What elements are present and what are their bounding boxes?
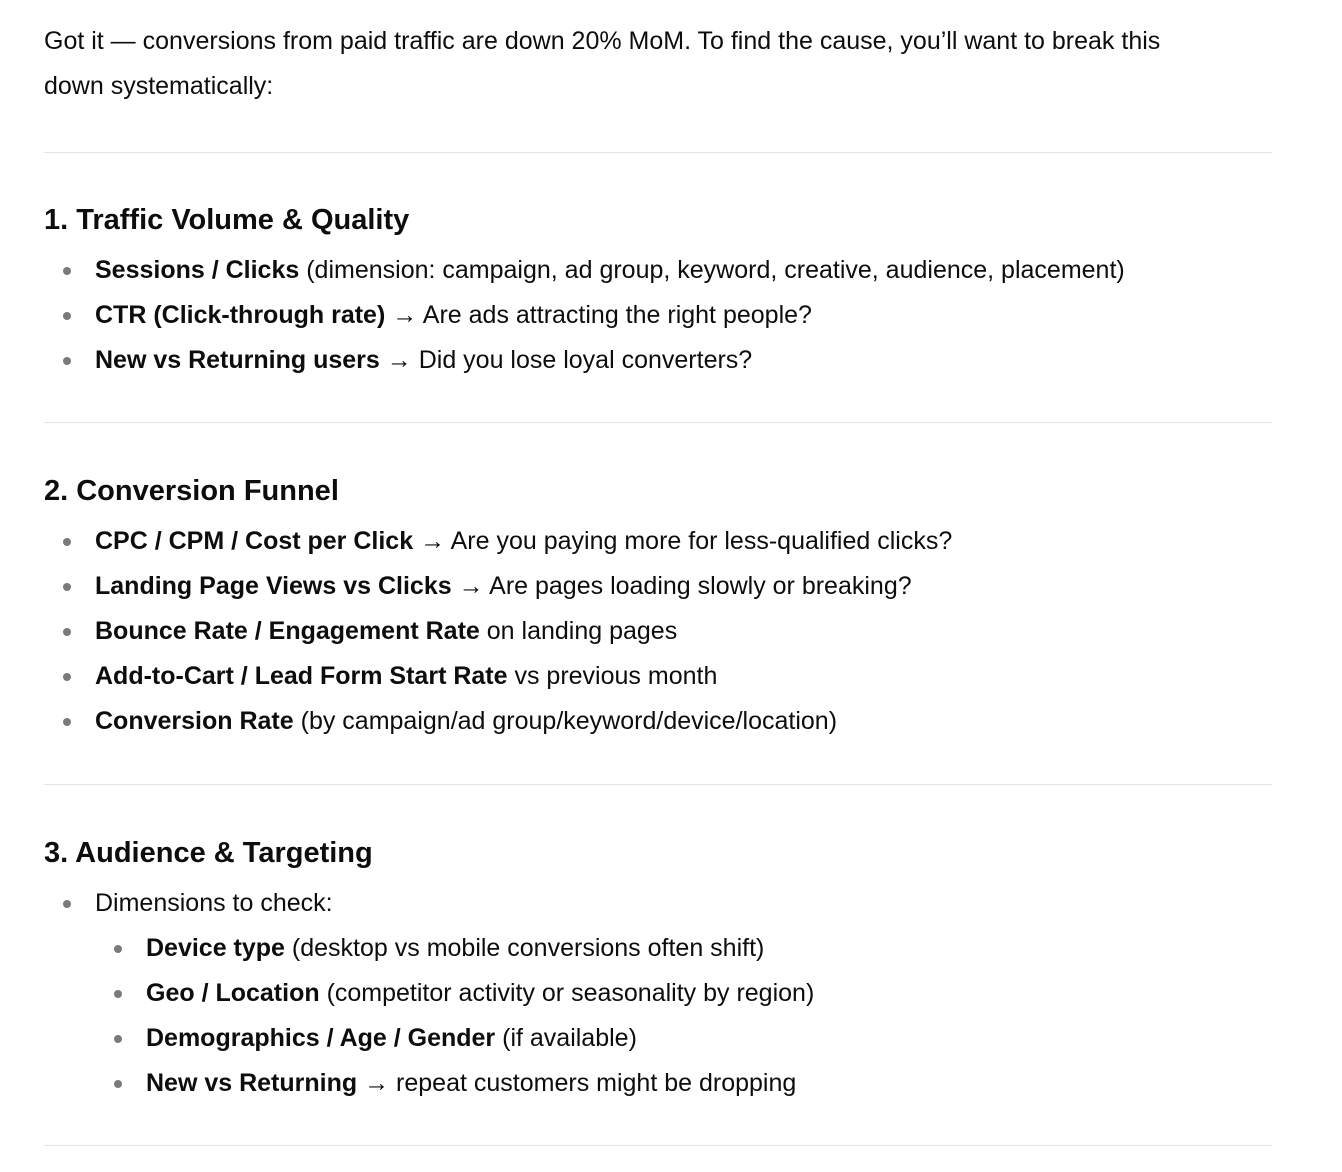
list-item bbox=[44, 609, 1272, 654]
item-detail: vs previous month bbox=[507, 661, 718, 690]
section-traffic-volume bbox=[44, 200, 1272, 382]
item-term: CTR (Click-through rate) bbox=[95, 300, 386, 329]
item-detail: (desktop vs mobile conversions often shift) bbox=[284, 934, 765, 963]
nested-list-item bbox=[95, 1061, 1272, 1106]
intro-line-2: down systematically: bbox=[44, 72, 274, 100]
item-detail: → Did you lose loyal converters? bbox=[379, 345, 753, 374]
intro-line-1: Got it — conversions from paid traffic are down 20% MoM. To find the cause, you’ll want to break this bbox=[44, 27, 1161, 55]
item-term: Geo / Location bbox=[146, 978, 320, 1007]
section-title: 2. Conversion Funnel bbox=[44, 475, 339, 508]
bullet-list bbox=[44, 881, 1272, 926]
section-divider bbox=[44, 784, 1272, 785]
item-term: New vs Returning users bbox=[95, 345, 380, 374]
section-divider bbox=[44, 1145, 1272, 1146]
item-detail: (dimension: campaign, ad group, keyword, creative, audience, placement) bbox=[299, 256, 1125, 284]
item-term: Bounce Rate / Engagement Rate bbox=[95, 616, 480, 645]
item-term: CPC / CPM / Cost per Click bbox=[95, 527, 414, 556]
section-title: 1. Traffic Volume & Quality bbox=[44, 204, 410, 236]
item-detail: (by campaign/ad group/keyword/device/location) bbox=[293, 706, 838, 735]
item-detail: (if available) bbox=[495, 1023, 637, 1052]
list-item bbox=[44, 564, 1272, 609]
item-term: Sessions / Clicks bbox=[95, 256, 300, 284]
list-item bbox=[44, 248, 1272, 293]
section-divider bbox=[44, 152, 1272, 153]
item-detail: → repeat customers might be dropping bbox=[357, 1068, 797, 1097]
list-item bbox=[44, 654, 1272, 699]
intro-paragraph bbox=[44, 19, 1272, 109]
chat-message bbox=[44, 0, 1272, 1146]
section-conversion-funnel bbox=[44, 471, 1272, 743]
section-divider bbox=[44, 422, 1272, 423]
list-item bbox=[44, 881, 1272, 926]
item-term: Conversion Rate bbox=[95, 706, 294, 735]
item-detail: → Are you paying more for less-qualified clicks? bbox=[413, 527, 953, 556]
nested-list-item bbox=[95, 926, 1272, 971]
list-item bbox=[44, 519, 1272, 564]
bullet-list bbox=[44, 248, 1272, 382]
item-detail: (competitor activity or seasonality by region) bbox=[319, 978, 815, 1007]
item-term: Add-to-Cart / Lead Form Start Rate bbox=[95, 661, 508, 690]
item-lead: Dimensions to check: bbox=[95, 889, 333, 918]
list-item bbox=[44, 699, 1272, 744]
list-item bbox=[44, 293, 1272, 338]
section-audience-targeting bbox=[44, 833, 1272, 1105]
item-detail: → Are pages loading slowly or breaking? bbox=[451, 572, 912, 601]
nested-list-item bbox=[95, 971, 1272, 1016]
item-detail: → Are ads attracting the right people? bbox=[385, 300, 812, 329]
item-term: New vs Returning bbox=[146, 1068, 358, 1097]
item-term: Landing Page Views vs Clicks bbox=[95, 572, 452, 601]
nested-list-item bbox=[95, 1016, 1272, 1061]
item-term: Device type bbox=[146, 934, 285, 963]
item-term: Demographics / Age / Gender bbox=[146, 1023, 496, 1052]
nested-bullet-list bbox=[44, 926, 1272, 1105]
bullet-list bbox=[44, 519, 1272, 743]
list-item bbox=[44, 338, 1272, 383]
section-title: 3. Audience & Targeting bbox=[44, 837, 373, 870]
item-detail: on landing pages bbox=[479, 616, 678, 645]
